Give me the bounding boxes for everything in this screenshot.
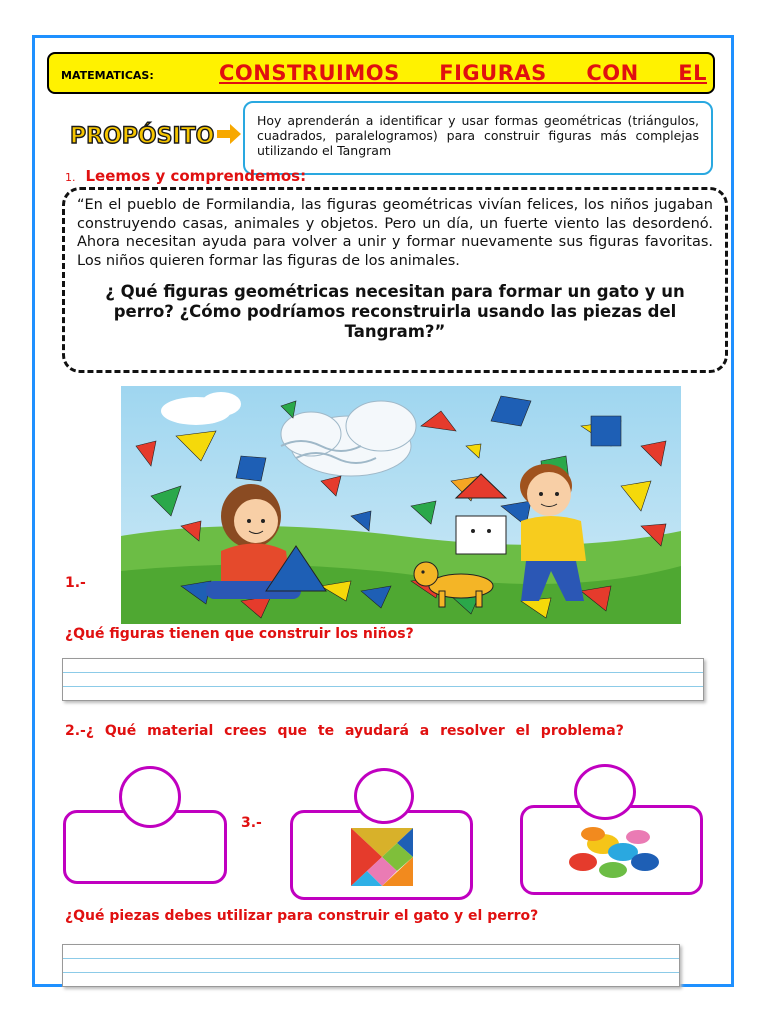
question-3-text: ¿Qué piezas debes utilizar para construir el gato y el perro? [65,908,539,924]
question-3-number: 3.- [241,815,262,831]
answer-area-1[interactable] [62,658,704,701]
question-1-number: 1.- [65,575,86,591]
story-question: ¿ Qué figuras geométricas necesitan para formar un gato y un perro? ¿Cómo podríamos reconstruirla usando las piezas del Tangram?” [105,282,685,341]
subject-label: MATEMATICAS: [61,69,154,82]
question-2-text: 2.-¿ Qué material crees que te ayudará a resolver el problema? [65,723,624,739]
section-1-title: Leemos y comprendemos: [85,167,307,185]
bottle-caps-icon [563,822,663,882]
option-bubble-3[interactable] [574,764,636,820]
proposito-badge-label: PROPÓSITO [70,124,214,149]
proposito-badge [68,118,214,150]
section-1-heading [65,167,306,185]
tangram-icon [351,828,413,886]
story-illustration [121,386,681,624]
answer-area-3[interactable] [62,944,680,987]
page-title: CONSTRUIMOS FIGURAS CON EL [219,61,707,85]
story-text: “En el pueblo de Formilandia, las figuras geométricas vivían felices, los niños jugaban construyendo casas, animales y objetos. Pero un día, un fuerte viento las desordenó. Ahora necesitan ayuda para volver a unir y formar nuevamente sus figuras favoritas. Los niños quieren formar las figuras de los animales. [77,197,713,269]
title-bar [47,52,715,94]
option-bubble-2[interactable] [354,768,414,824]
purpose-box: Hoy aprenderán a identificar y usar formas geométricas (triángulos, cuadrados, paralelogramos) para construir figuras más complejas utilizando el Tangram [243,101,713,175]
story-box [62,187,728,373]
option-bubble-1[interactable] [119,766,181,828]
question-1-text: ¿Qué figuras tienen que construir los niños? [65,626,414,642]
arrow-right-icon [217,124,241,144]
section-1-number: 1. [65,171,76,184]
